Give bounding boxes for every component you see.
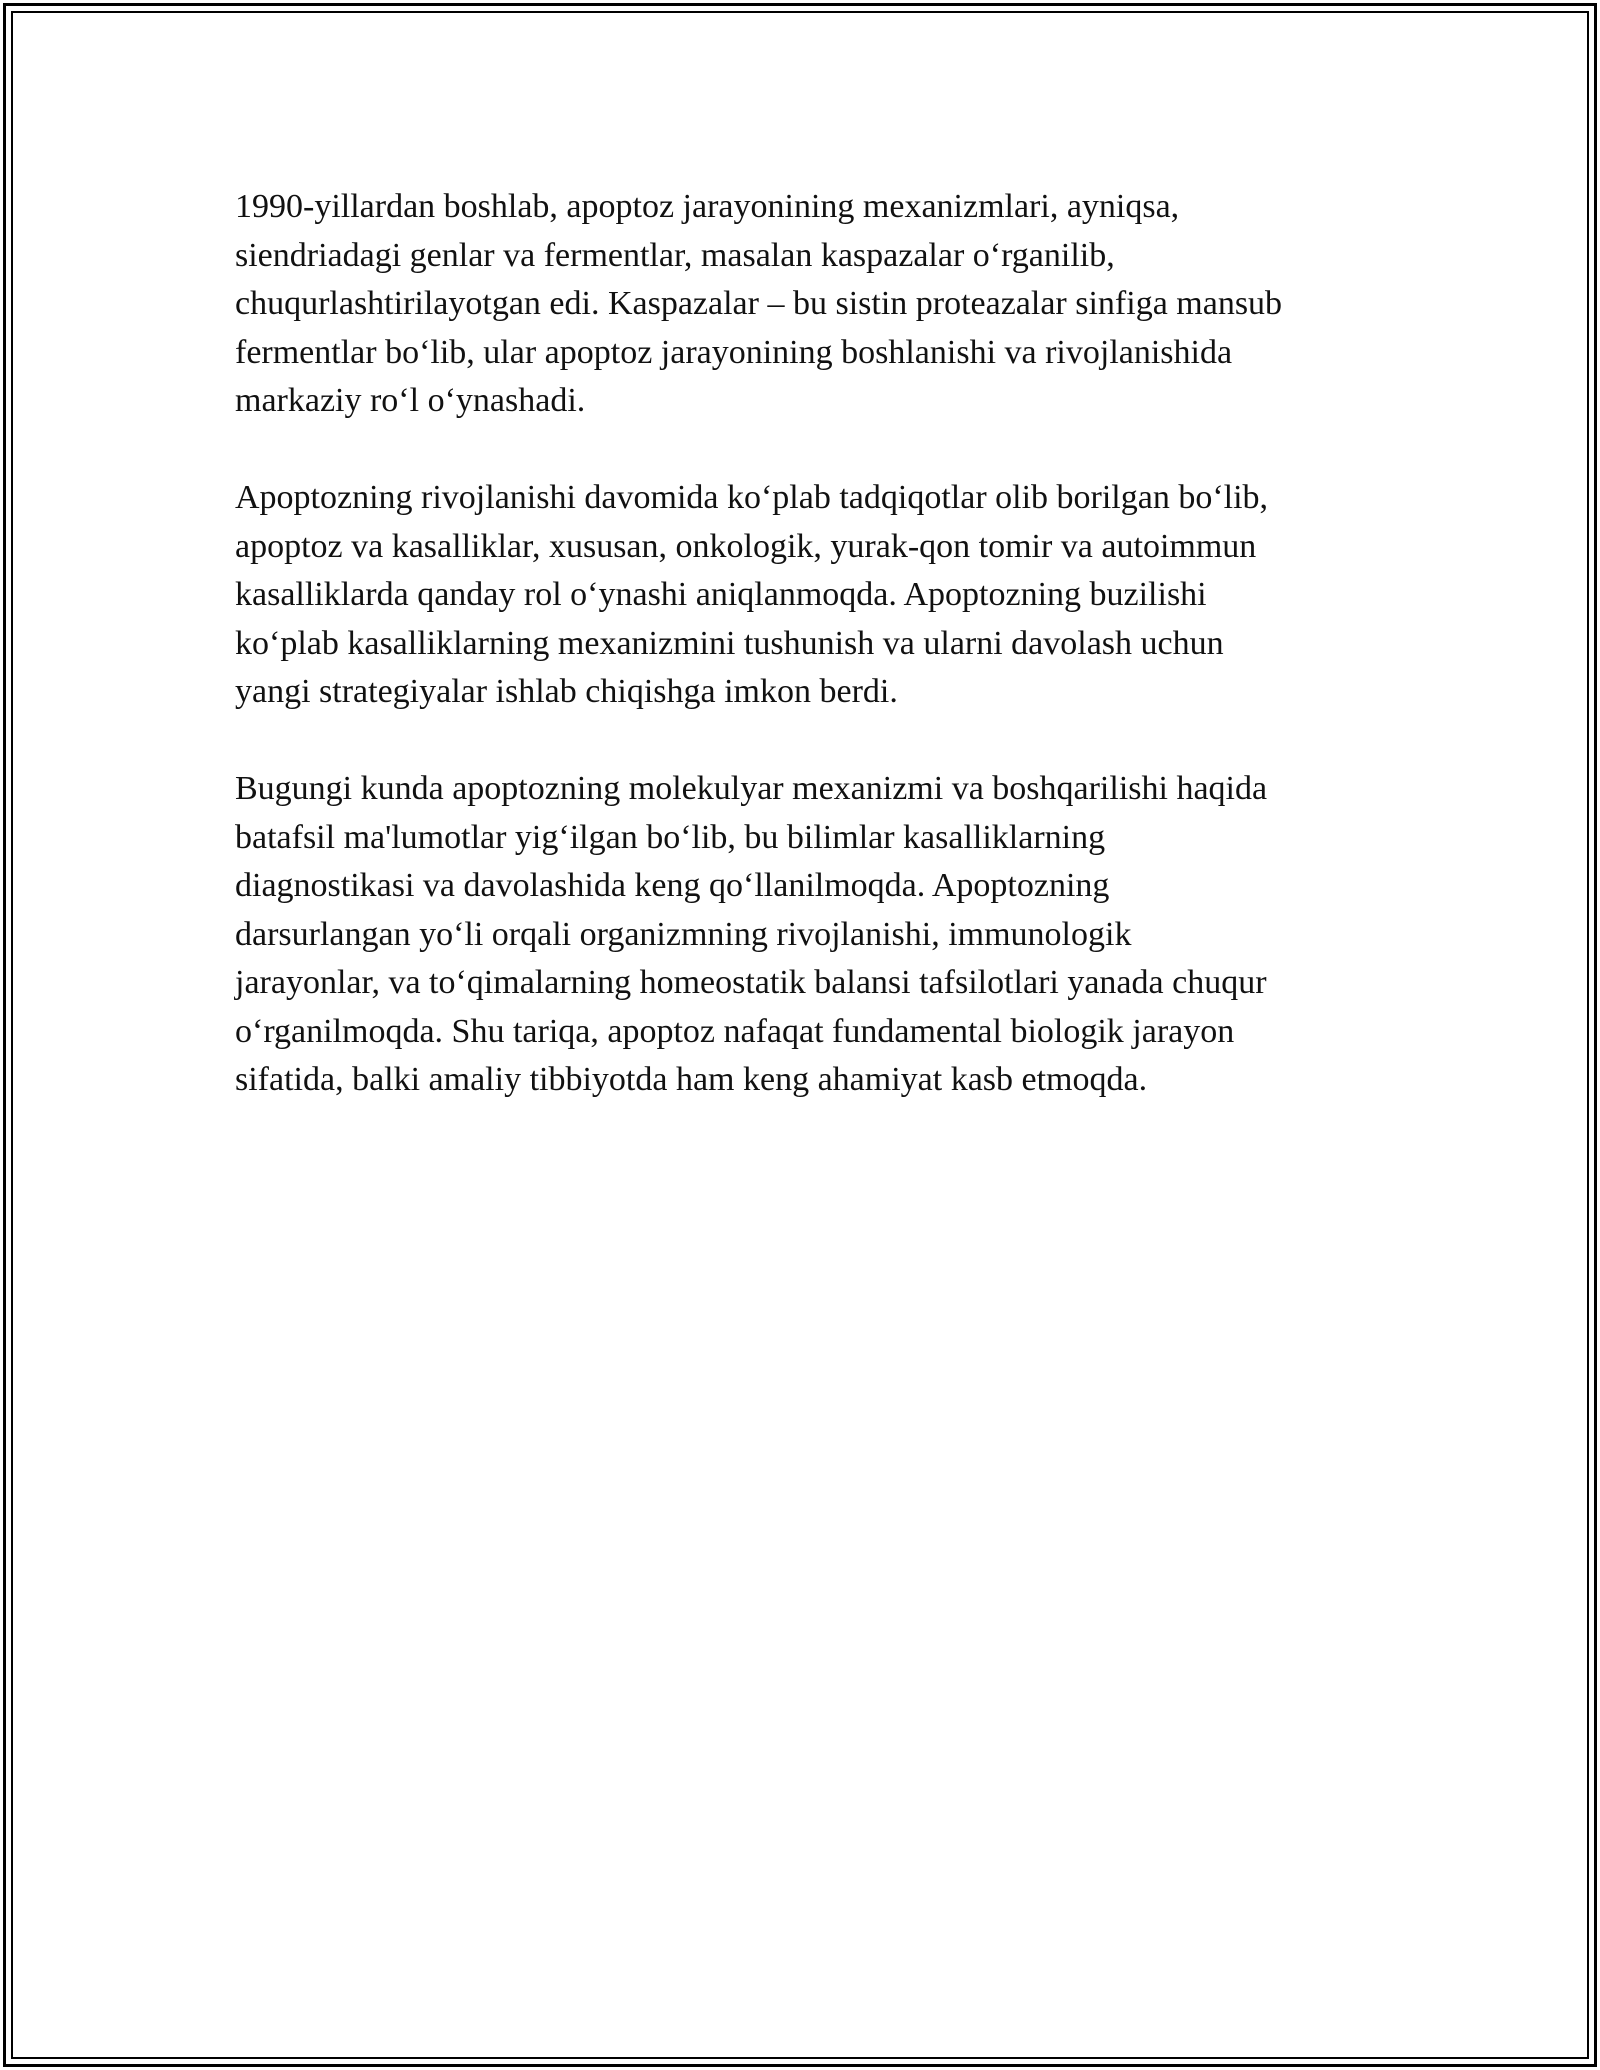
document-body — [235, 183, 1375, 1153]
paragraph-2: Apoptozning rivojlanishi davomida ko‘plab tadqiqotlar olib borilgan bo‘lib, apoptoz va kasalliklar, xususan, onkologik, yurak-qon tomir va autoimmun kasalliklarda qanday rol o‘ynashi aniqlanmoqda. Apoptozning buzilishi ko‘plab kasalliklarning mexanizmini tushunish va ularni davolash uchun yangi strategiyalar ishlab chiqishga imkon berdi. — [235, 479, 1269, 710]
paragraph-3: Bugungi kunda apoptozning molekulyar mexanizmi va boshqarilishi haqida batafsil ma'lumotlar yig‘ilgan bo‘lib, bu bilimlar kasalliklarning diagnostikasi va davolashida keng qo‘llanilmoqda. Apoptozning darsurlangan yo‘li orqali organizmning rivojlanishi, immunologik jarayonlar, va to‘qimalarning homeostatik balansi tafsilotlari yanada chuqur o‘rganilmoqda. Shu tariqa, apoptoz nafaqat fundamental biologik jarayon sifatida, balki amaliy tibbiyotda ham keng ahamiyat kasb etmoqda. — [235, 770, 1268, 1098]
paragraph-1: 1990-yillardan boshlab, apoptoz jarayonining mexanizmlari, ayniqsa, siendriadagi genlar va fermentlar, masalan kaspazalar o‘rganilib, chuqurlashtirilayotgan edi. Kaspazalar – bu sistin proteazalar sinfiga mansub fermentlar bo‘lib, ular apoptoz jarayonining boshlanishi va rivojlanishida markaziy ro‘l o‘ynashadi. — [235, 188, 1283, 419]
